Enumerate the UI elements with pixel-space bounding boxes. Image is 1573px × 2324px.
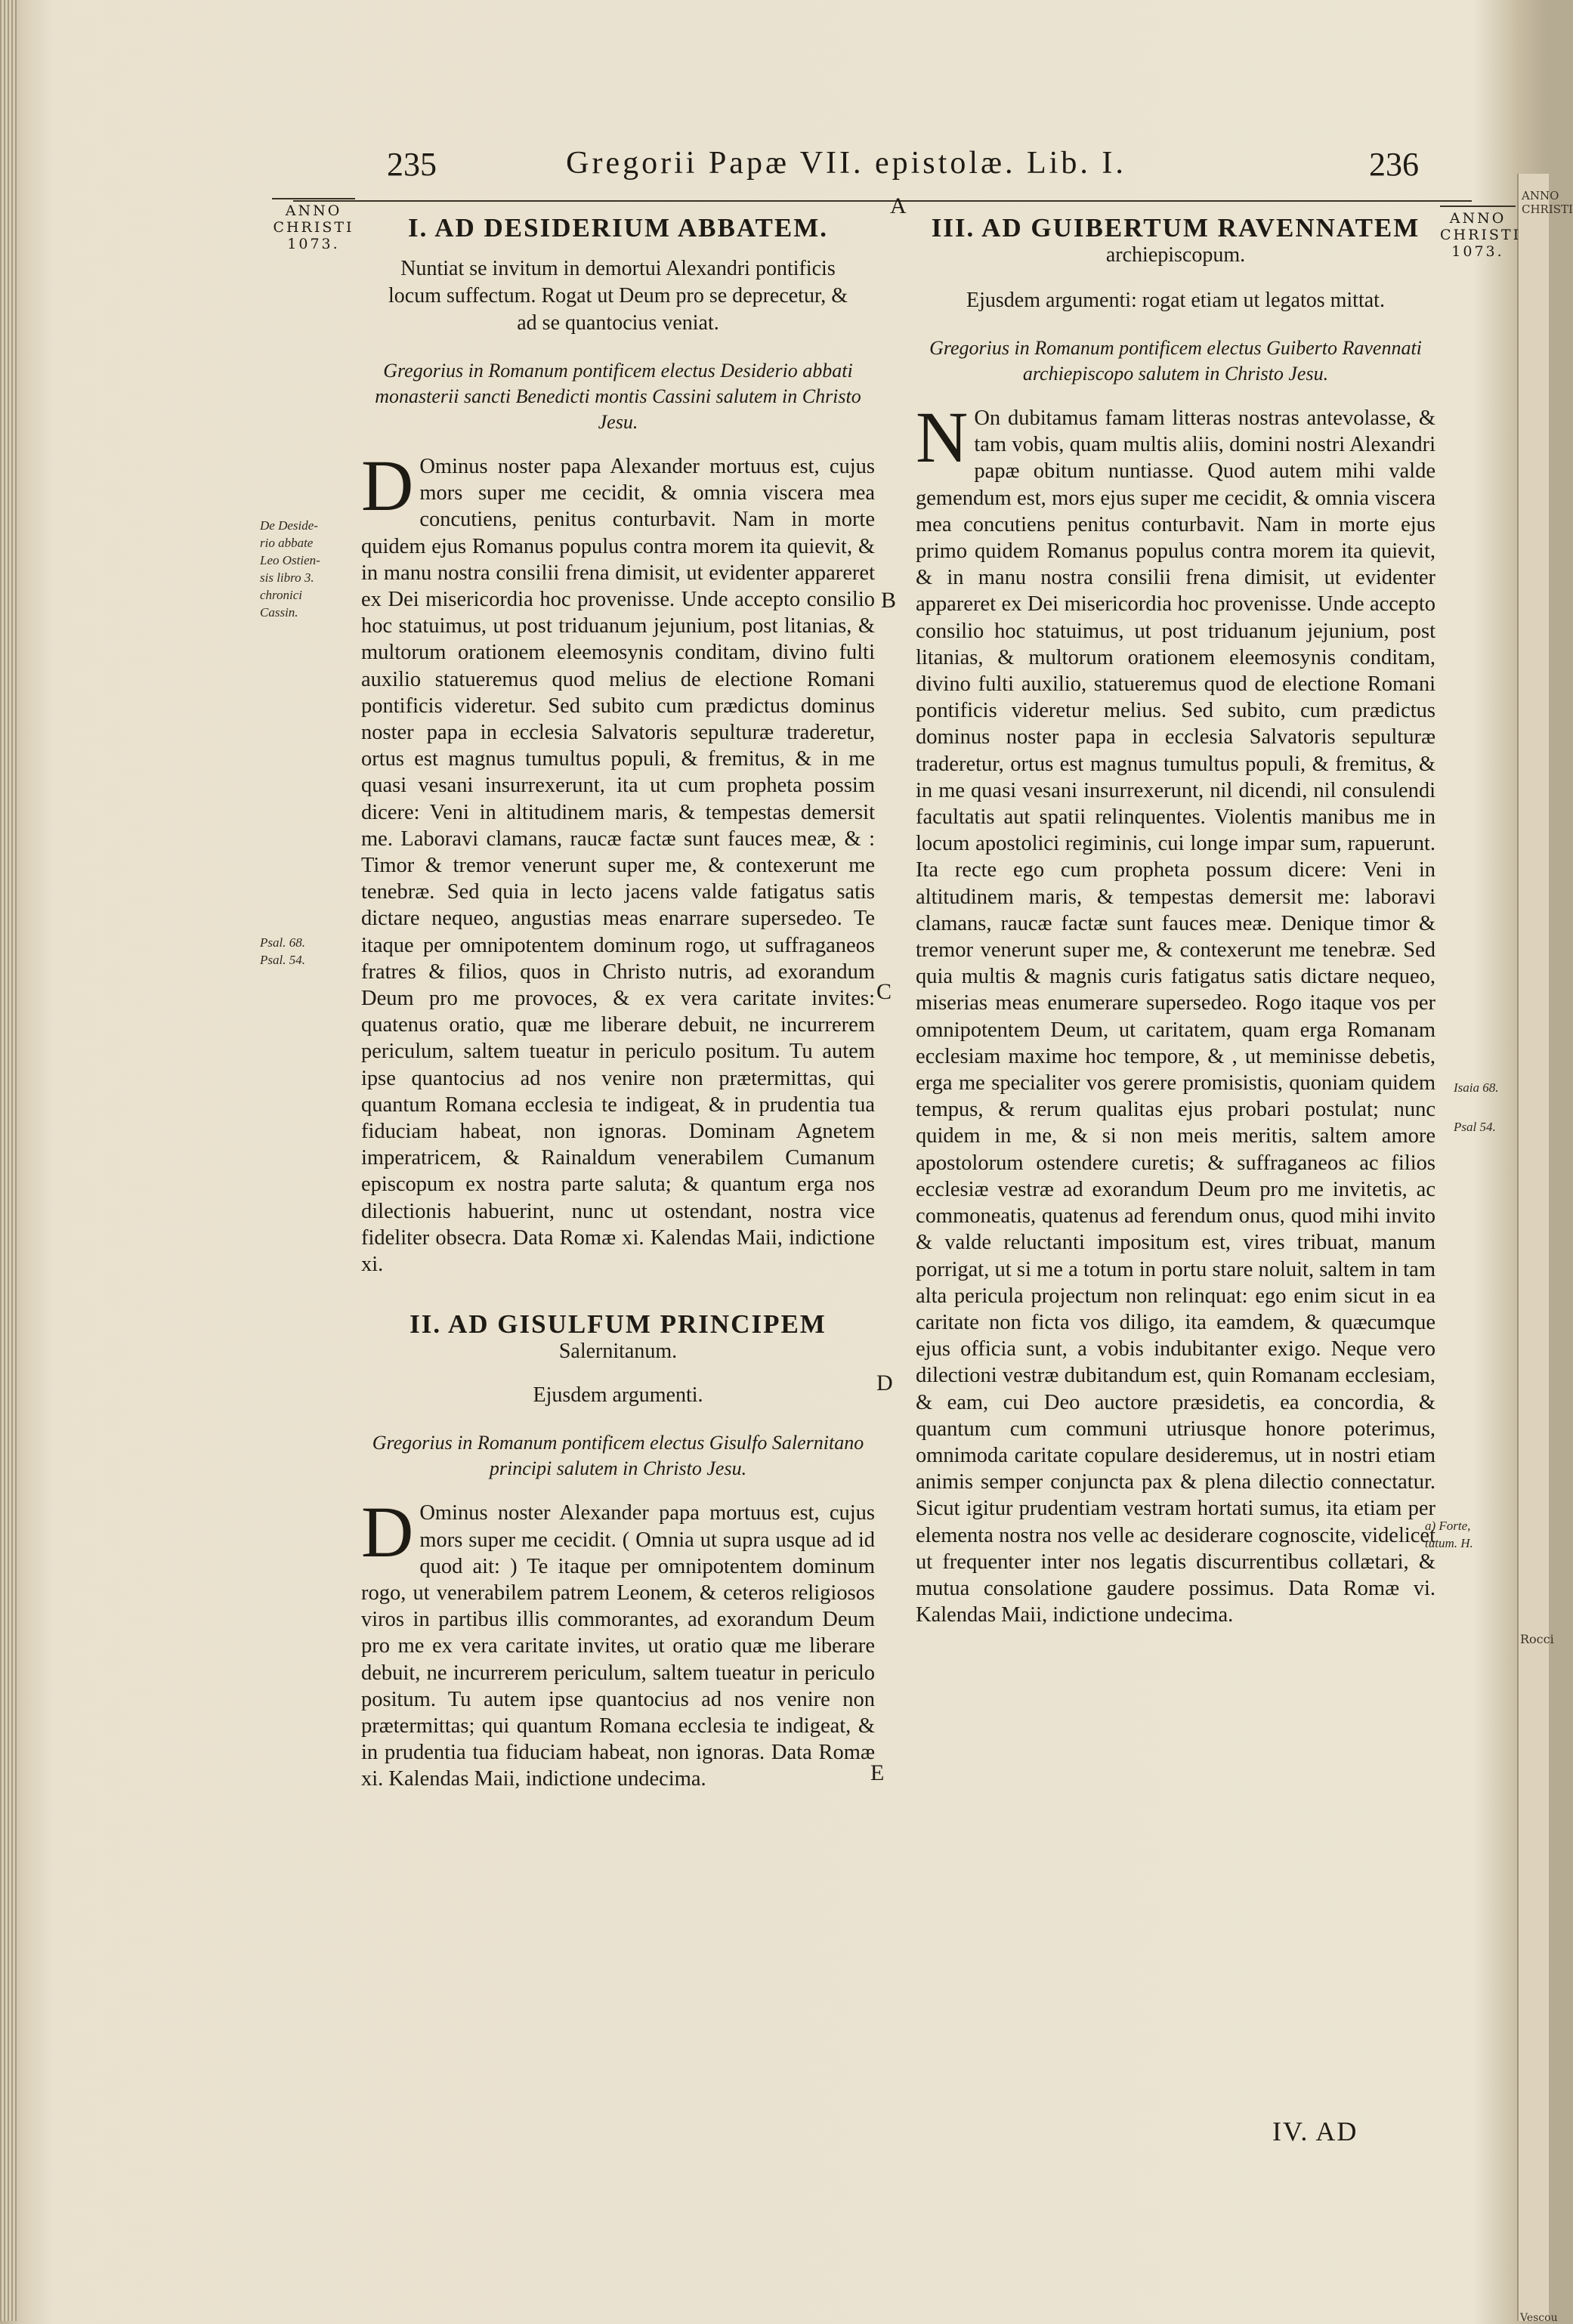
letter-2-summary: Ejusdem argumenti. bbox=[533, 1383, 703, 1408]
letter-3-heading: III. AD GUIBERTUM RAVENNATEM bbox=[931, 213, 1420, 243]
anno-christi-right bbox=[1440, 206, 1522, 260]
catchword: IV. AD bbox=[1272, 2116, 1358, 2146]
anno-christi-left bbox=[272, 198, 355, 252]
letter-2-text: Ominus noster Alexander papa mortuus est, cujus mors super me cecidit. ( Omnia ut supra usque ad id quod ait: ) Te itaque per omnipotentem dominum rogo, ut venerabilem patrem Leonem, & ceteros religiosos viros in partibus illis commorantes, ad exorandum Deum pro me ex vera caritate invites, ut oratio quæ me liberare debuit, ne incurrerem periculum, saltem tueatur in periculo positum. Tu autem ipse quantocius ad nos venire non prætermittas; qui quantum Romana ecclesia te indigeat, & in prudentia tua fiduciam habeat, non ignoras. Data Romæ xi. Kalendas Maii, indictione undecima. bbox=[361, 1501, 875, 1791]
section-letter-a: A bbox=[890, 193, 907, 218]
letter-3-text: On dubitamus famam litteras nostras antevolasse, & tam vobis, quam multis aliis, domini nostri Alexandri papæ obitum nuntiasse. Quod autem mihi valde gemendum est, mors ejus super me cecidit, & omnia viscera mea concutiens penitus conturbavit. Nam in morte ejus primo quidem Romanus populus contra morem ita quievit, & in manu nostra consilii frena dimisit, ut evidenter appareret ex Dei misericordia hoc provenisse. Unde accepto consilio hoc statuimus, ut post triduanum jejunium, post litanias, & multorum orationem eleemosynis conditam, divino fulti auxilio, statueremus quod de electione Romani pontificis videretur melius. Sed subito, cum prædictus dominus noster papa in ecclesia Salvatoris sepulturæ traderetur, ortus est magnus tumultus populi, & fremitus, & in me quasi vesani insurrexerunt, nil dicendi, nil consulendi facultatis aut spatii relinquentes. Violentis manibus me in locum apostolici regiminis, cui longe impar sum, rapuerunt. Ita recte ego cum propheta possum dicere: Veni in altitudinem maris, & tempestas demersit me: laboravi clamans, raucæ factæ sunt fauces meæ. Denique timor & tremor venerunt super me, & contexerunt me tenebræ. Sed quia multis & magnis curis fatigatus satis dictare nequeo, miserias meas enumerare supersedeo. Rogo itaque vos per omnipotentem Deum, ut caritatem, quam erga Romanam ecclesiam maxime hoc tempore, & , ut meminisse debetis, erga me specialiter vos gerere promisistis, quoniam quidem tempus, & rerum qualitas ejus probari postulat; nunc quidem in me, & si non meis meritis, saltem amore apostolorum ostendere curetis; & suffraganeos ac filios ecclesiæ vestræ ad exorandum Deum pro me invitetis, ac commoneatis, quatenus ad ferendum onus, quod mihi invito & valde reluctanti impositum est, vires tribuat, manum porrigat, ut si me a totum in portu stare noluit, saltem in tam alta pericula projectum non relinquat: ego enim sicut in ea caritate non ficta vos diligo, ita eamdem, & quæcumque ejus officia sunt, a vobis indubitanter exigo. Neque vero dilectioni vestræ dubitandum est, quin Romanam ecclesiam, & eam, cui Deo auctore præsidetis, ea concordia, & quantum cum communi utriusque honore poterimus, omnimoda caritate copulare desideremus, ut in nostri etiam animis semper conjuncta pax & plena dilectio connectatur. Sicut igitur prudentiam vestram hortati sumus, ita etiam per elementa nostra nos velle ac desiderare cognoscite, videlicet ut frequenter inter nos legatis discurrentibus collætari, & mutua consolatione gaudere possimus. Data Romæ vi. Kalendas Maii, indictione undecima. bbox=[916, 406, 1435, 1627]
letter-2-dropcap: D bbox=[361, 1491, 414, 1573]
letter-2-salutation: Gregorius in Romanum pontificem electus Gisulfo Salernitano principi salutem in Christo Jesu. bbox=[372, 1432, 864, 1480]
anno-left-text: ANNO CHRISTI 1073. bbox=[273, 202, 354, 252]
letter-1 bbox=[361, 213, 875, 1278]
section-letter-b: B bbox=[881, 588, 897, 613]
page-number-left: 235 bbox=[387, 146, 437, 183]
letter-1-summary: Nuntiat se invitum in demortui Alexandri pontificis locum suffectum. Rogat ut Deum pro se deprecetur, & ad se quantocius veniat. bbox=[388, 257, 848, 335]
strip-rocc: Rocci bbox=[1520, 1632, 1554, 1646]
anno-right-text: ANNO CHRISTI 1073. bbox=[1440, 210, 1522, 260]
letter-1-text: Ominus noster papa Alexander mortuus est, cujus mors super me cecidit, & omnia viscera mea concutiens, penitus conturbavit. Nam in morte quidem ejus Romanus populus contra morem ita quievit, & in manu nostra consilii frena dimisit, ut evidenter appareret ex Dei misericordia hoc provenisse. Unde accepto consilio hoc statuimus, ut post triduanum jejunium, post litanias, & multorum orationem eleemosynis conditam, divino fulti auxilio statueremus quod melius de electione Romani pontificis videretur. Sed subito cum prædictus dominus noster papa in ecclesia Salvatoris sepulturæ traderetur, ortus est magnus tumultus populi, & fremitus, & in me quasi vesani insurrexerunt, ita ut cum propheta possim dicere: Veni in altitudinem maris, & tempestas demersit me. Laboravi clamans, raucæ factæ sunt fauces meæ, & : Timor & tremor venerunt super me, & contexerunt me tenebræ. Sed quia in lecto jacens valde fatigatus satis dictare nequeo, angustias meas enarrare supersedeo. Te itaque per omnipotentem dominum rogo, ut suffraganeos fratres & filios, quos in Christo nutris, ad exorandum Deum pro me provoces, & ex vera caritate invites: quatenus oratio, quæ me liberare debuit, ne incurrerem periculum, saltem tueatur in periculo positum. Tu autem ipse quantocius ad nos venire non prætermittas, qui quantum Romana ecclesia te indigeat, & in prudentia tua fiduciam habeat, non ignoras. Dominam Agnetem imperatricem, & Rainaldum venerabilem Cumanum episcopum ex nostra parte saluta; & quantum erga nos dilectionis habuerint, nunc ut ostendant, nostra vice fideliter obsecra. Data Romæ xi. Kalendas Maii, indictione xi. bbox=[361, 455, 875, 1277]
header-rule bbox=[293, 200, 1472, 202]
letter-2-subhead: Salernitanum. bbox=[558, 1340, 678, 1364]
letter-1-salutation: Gregorius in Romanum pontificem electus Desiderio abbati monasterii sancti Benedicti montis Cassini salutem in Christo Jesu. bbox=[375, 360, 861, 433]
letter-3 bbox=[916, 213, 1435, 1628]
letter-2 bbox=[361, 1309, 875, 1792]
letter-2-heading: II. AD GISULFUM PRINCIPEM bbox=[409, 1309, 827, 1340]
running-title: Gregorii Papæ VII. epistolæ. Lib. I. bbox=[566, 146, 1126, 181]
margin-note-psalms-left: Psal. 68. Psal. 54. bbox=[260, 935, 305, 967]
letter-3-body bbox=[916, 397, 1435, 1628]
letter-1-dropcap: D bbox=[361, 445, 414, 526]
letter-3-salutation: Gregorius in Romanum pontificem electus Guiberto Ravennati archiepiscopo salutem in Christo Jesu. bbox=[929, 337, 1422, 385]
next-page-strip bbox=[1517, 174, 1573, 2324]
strip-vescou: Vescou bbox=[1520, 2312, 1558, 2324]
letter-3-dropcap: N bbox=[916, 397, 969, 477]
letter-2-body bbox=[361, 1491, 875, 1792]
book-gutter-edge bbox=[0, 0, 17, 2321]
section-letter-d: D bbox=[876, 1371, 893, 1395]
letter-1-heading: I. AD DESIDERIUM ABBATEM. bbox=[408, 213, 828, 243]
letter-3-summary: Ejusdem argumenti: rogat etiam ut legatos mittat. bbox=[966, 289, 1385, 312]
right-column bbox=[916, 213, 1435, 1628]
margin-note-desiderio: De Deside- rio abbate Leo Ostien- sis libro 3. chronici Cassin. bbox=[260, 518, 320, 620]
margin-note-psalm-right: Psal 54. bbox=[1454, 1120, 1496, 1134]
letter-1-body bbox=[361, 445, 875, 1278]
margin-note-isaia: Isaia 68. bbox=[1454, 1080, 1499, 1095]
strip-anno: ANNO CHRISTI bbox=[1522, 189, 1573, 216]
left-column bbox=[361, 213, 875, 1793]
margin-note-forte: a) Forte, tutum. H. bbox=[1425, 1519, 1473, 1550]
section-letter-c: C bbox=[876, 979, 892, 1004]
page-number-right: 236 bbox=[1369, 146, 1419, 183]
section-letter-e: E bbox=[870, 1760, 885, 1785]
letter-3-subhead: archiepiscopum. bbox=[1105, 243, 1246, 267]
